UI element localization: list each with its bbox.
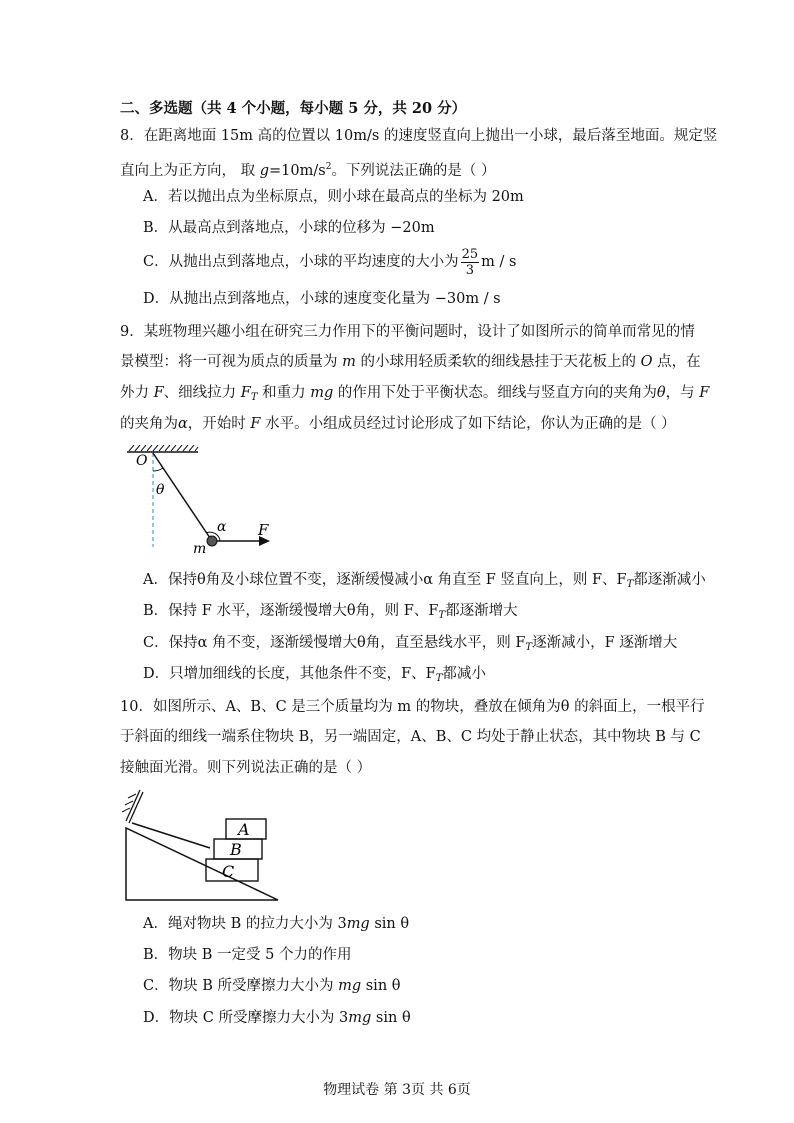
q9-option-b: B．保持 F 水平，逐渐缓慢增大θ角，则 F、$F_T$都逐渐增大	[143, 603, 518, 621]
q8-option-b: B．从最高点到落地点，小球的位移为 −20m	[143, 220, 435, 236]
block-C-label: C	[222, 862, 235, 881]
q8-stem-line-1: 8．在距离地面 15m 高的位置以 10m/s 的速度竖直向上抛出一小球，最后落至地面。规定竖	[120, 128, 718, 144]
q10-option-d: D．物块 C 所受摩擦力大小为 3mg sin θ	[143, 1010, 411, 1026]
label-theta: θ	[156, 482, 165, 498]
block-A-label: A	[238, 820, 250, 839]
q10-stem-line-3: 接触面光滑。则下列说法正确的是（ ）	[120, 760, 372, 776]
q10-option-b: B．物块 B 一定受 5 个力的作用	[143, 947, 352, 963]
q8-option-d: D．从抛出点到落地点，小球的速度变化量为 −30m / s	[143, 291, 501, 307]
label-O: O	[136, 453, 148, 469]
q9-option-d: D．只增加细线的长度，其他条件不变，F、$F_T$都减小	[143, 666, 486, 684]
q8-option-a: A．若以抛出点为坐标原点，则小球在最高点的坐标为 20m	[143, 189, 524, 205]
q10-stem-line-1: 10．如图所示、A、B、C 是三个质量均为 m 的物块，叠放在倾角为θ 的斜面上，一根平行	[120, 699, 705, 715]
block-B-label: B	[230, 840, 242, 859]
q10-stem-line-2: 于斜面的细线一端系住物块 B，另一端固定，A、B、C 均处于静止状态，其中物块 B 与 C	[120, 729, 701, 745]
q9-stem-line-1: 9．某班物理兴趣小组在研究三力作用下的平衡问题时，设计了如图所示的简单而常见的情	[120, 324, 695, 340]
label-F: F	[258, 521, 269, 539]
page-footer: 物理试卷 第 3页 共 6页	[323, 1082, 471, 1098]
q8-stem-line-2: 直向上为正方向， 取 $g=10m/s^2$。下列说法正确的是（ ）	[120, 162, 496, 179]
section-heading: 二、多选题（共 4 个小题，每小题 5 分，共 20 分）	[120, 100, 467, 117]
q8-option-c: C．从抛出点到落地点，小球的平均速度的大小为 $\frac{25}{3}$ m / s	[143, 246, 517, 278]
q9-stem-line-4: 的夹角为α，开始时 F 水平。小组成员经过讨论形成了如下结论，你认为正确的是（ ）	[120, 416, 676, 432]
incline-figure	[118, 788, 288, 903]
label-m: m	[193, 541, 207, 557]
q10-option-a: A．绳对物块 B 的拉力大小为 3mg sin θ	[143, 916, 410, 932]
q9-stem-line-2: 景模型：将一可视为质点的质量为 m 的小球用轻质柔软的细线悬挂于天花板上的 O 点，在	[120, 354, 701, 370]
q9-option-c: C．保持α 角不变，逐渐缓慢增大θ角，直至悬线水平，则 $F_T$逐渐减小，F 逐渐增大	[143, 635, 678, 653]
q9-option-a: A．保持θ角及小球位置不变，逐渐缓慢减小α 角直至 F 竖直向上，则 F、$F_T$都逐渐减小	[143, 572, 706, 590]
fraction: $\frac{25}{3}$	[461, 246, 479, 278]
q9-stem-line-3: 外力 F、细线拉力 $F_T$ 和重力 mg 的作用下处于平衡状态。细线与竖直方向的夹角为θ，与 F	[120, 385, 710, 403]
label-alpha: α	[217, 519, 227, 535]
pendulum-figure	[120, 445, 290, 557]
q10-option-c: C．物块 B 所受摩擦力大小为 mg sin θ	[143, 978, 401, 994]
